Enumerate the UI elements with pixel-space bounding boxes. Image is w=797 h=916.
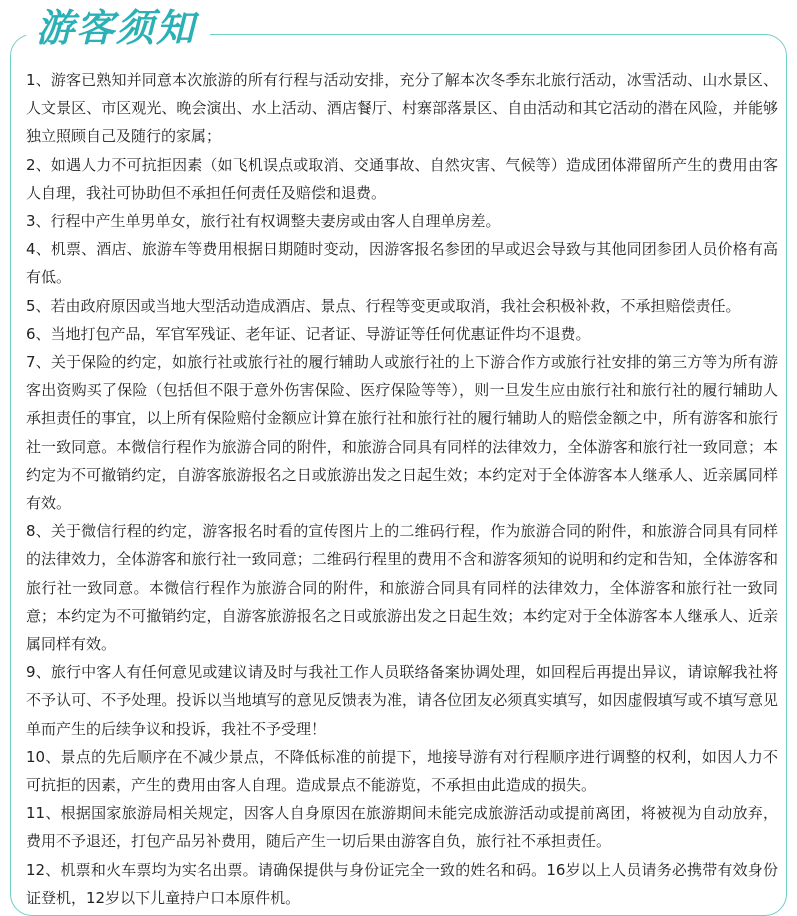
notice-item-10: 10、景点的先后顺序在不减少景点，不降低标准的前提下，地接导游有对行程顺序进行调整的权利，如因人力不可抗拒的因素，产生的费用由客人自理。造成景点不能游览，不承担由此造成的损失。 xyxy=(26,747,778,795)
notice-item-12: 12、机票和火车票均为实名出票。请确保提供与身份证完全一致的姓名和码。16岁以上人员请务必携带有效身份证登机，12岁以下儿童持户口本原件机。 xyxy=(26,860,778,907)
title-wrap xyxy=(26,0,210,58)
page-title: 游客须知 xyxy=(36,6,197,50)
notice-item-4: 4、机票、酒店、旅游车等费用根据日期随时变动，因游客报名参团的早或迟会导致与其他同团参团人员价格有高有低。 xyxy=(26,240,778,287)
notice-item-3: 3、行程中产生单男单女，旅行社有权调整夫妻房或由客人自理单房差。 xyxy=(26,212,501,231)
notice-item-1: 1、游客已熟知并同意本次旅游的所有行程与活动安排，充分了解本次冬季东北旅行活动，冰雪活动、山水景区、人文景区、市区观光、晚会演出、水上活动、酒店餐厅、村寨部落景区、自由活动和其它活动的潜在风险，并能够独立照顾自己及随行的家属； xyxy=(26,71,778,146)
notice-item-2: 2、如遇人力不可抗拒因素（如飞机误点或取消、交通事故、自然灾害、气候等）造成团体滞留所产生的费用由客人自理，我社可协助但不承担任何责任及赔偿和退费。 xyxy=(26,155,778,202)
notice-item-8: 8、关于微信行程的约定，游客报名时看的宣传图片上的二维码行程，作为旅游合同的附件，和旅游合同具有同样的法律效力，全体游客和旅行社一致同意；二维码行程里的费用不含和游客须知的说明和约定和告知，全体游客和旅行社一致同意。本微信行程作为旅游合同的附件，和旅游合同具有同样的法律效力，全体游客和旅行社一致同意；本约定为不可撤销约定，自游客旅游报名之日或旅游出发之日起生效；本约定对于全体游客本人继承人、近亲属同样有效。 xyxy=(26,522,778,654)
notice-item-7: 7、关于保险的约定，如旅行社或旅行社的履行辅助人或旅行社的上下游合作方或旅行社安排的第三方等为所有游客出资购买了保险（包括但不限于意外伤害保险、医疗保险等等），则一旦发生应由旅行社和旅行社的履行辅助人承担责任的事宜，以上所有保险赔付金额应计算在旅行社和旅行社的履行辅助人的赔偿金额之中，所有游客和旅行社一致同意。本微信行程作为旅游合同的附件，和旅游合同具有同样的法律效力，全体游客和旅行社一致同意；本约定为不可撤销约定，自游客旅游报名之日或旅游出发之日起生效；本约定对于全体游客本人继承人、近亲属同样有效。 xyxy=(26,353,778,513)
notice-item-11: 11、根据国家旅游局相关规定，因客人自身原因在旅游期间未能完成旅游活动或提前离团，将被视为自动放弃，费用不予退还，打包产品另补费用，随后产生一切后果由游客自负，旅行社不承担责任。 xyxy=(26,804,778,851)
notice-list xyxy=(26,66,778,912)
notice-item-5: 5、若由政府原因或当地大型活动造成酒店、景点、行程等变更或取消，我社会积极补救，不承担赔偿责任。 xyxy=(26,296,741,315)
notice-item-9: 9、旅行中客人有任何意见或建议请及时与我社工作人员联络备案协调处理，如回程后再提出异议，请谅解我社将不予认可、不予处理。投诉以当地填写的意见反馈表为准，请各位团友必须真实填写，如因虚假填写或不填写意见单而产生的后续争议和投诉，我社不予受理！ xyxy=(26,663,778,738)
notice-item-6: 6、当地打包产品，军官军残证、老年证、记者证、导游证等任何优惠证件均不退费。 xyxy=(26,324,591,343)
